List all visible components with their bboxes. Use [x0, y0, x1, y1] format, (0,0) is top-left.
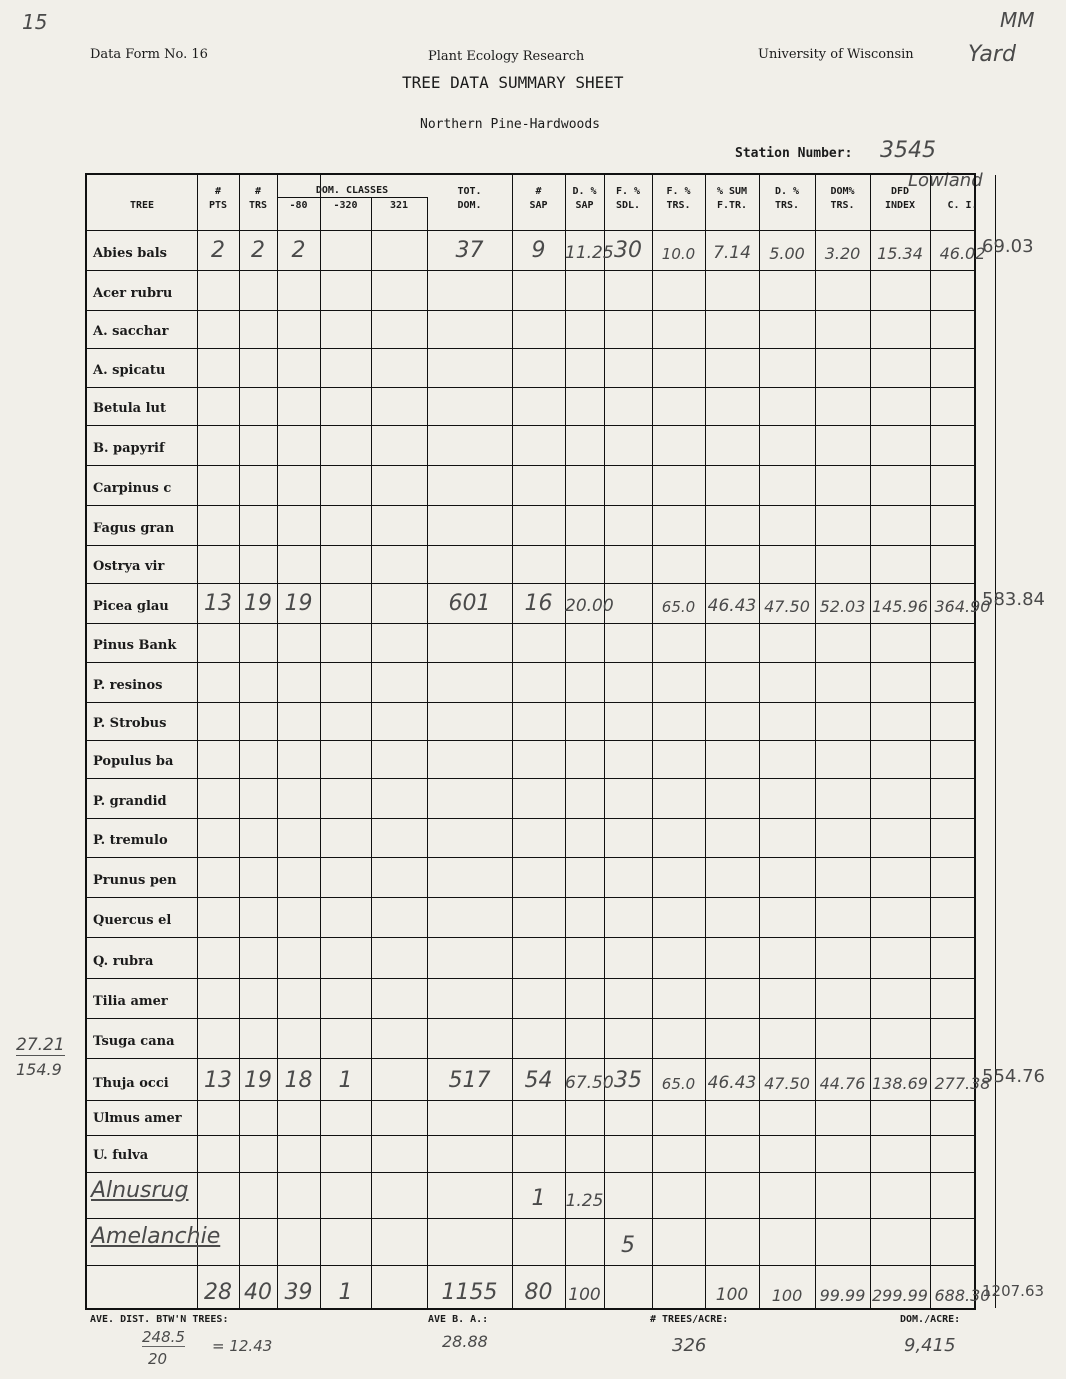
cell-tot: 517: [448, 1068, 491, 1093]
lowland-note: Lowland: [908, 170, 983, 191]
col-sap-hash: #: [535, 186, 542, 197]
col-trs-hash: #: [254, 186, 262, 197]
cell-pts: 13: [204, 591, 232, 616]
cell-fsdl: 5: [621, 1233, 635, 1258]
tree-data-table: [85, 173, 1045, 1310]
total-dtrs: 100: [771, 1286, 803, 1305]
ave-distance-denominator: 20: [148, 1350, 168, 1368]
ave-ba-value: 28.88: [442, 1332, 488, 1351]
cell-sap: 9: [531, 238, 546, 263]
cell-trs: 2: [251, 238, 265, 263]
cell-trs: 19: [244, 1068, 272, 1093]
cell-d320: 1: [338, 1068, 353, 1093]
tree-name: Ulmus amer: [93, 1111, 182, 1126]
col-dsap-sap: SAP: [575, 200, 594, 211]
cell-pts: 2: [211, 238, 225, 263]
tree-name: B. papyrif: [93, 441, 165, 456]
col-pts: PTS: [208, 200, 228, 211]
col-tree: TREE: [129, 200, 155, 211]
ave-ba-label: AVE B. A.:: [428, 1314, 489, 1325]
page-number-note: 15: [22, 10, 48, 34]
cell-domtrs: 44.76: [819, 1074, 866, 1093]
tree-name: Picea glau: [93, 599, 169, 614]
col-dtrs: D. %: [774, 186, 800, 197]
cell-sum: 46.43: [707, 596, 757, 616]
cell-sap: 1: [531, 1186, 546, 1211]
total-d80: 39: [284, 1280, 313, 1305]
dom-per-acre-value: 9,415: [904, 1335, 956, 1356]
tree-name: U. fulva: [93, 1148, 149, 1163]
margin-fraction-bottom: 154.9: [16, 1060, 62, 1079]
cell-d80: 19: [284, 591, 313, 616]
cell-d80: 2: [291, 238, 306, 263]
total-extra-sum: 1207.63: [982, 1282, 1045, 1300]
cell-dsap: 20.00: [565, 596, 614, 616]
cell-trs: 19: [244, 591, 272, 616]
cell-pts: 13: [204, 1068, 232, 1093]
tree-name: Fagus gran: [93, 521, 175, 536]
cell-dsap: 67.50: [565, 1073, 614, 1093]
total-sum: 100: [715, 1285, 749, 1305]
trees-per-acre-value: 326: [672, 1335, 707, 1356]
cell-ftrs: 10.0: [661, 245, 696, 263]
cell-dfd: 145.96: [872, 597, 928, 616]
yard-note: Yard: [968, 42, 1016, 67]
station-label: Station Number:: [735, 146, 853, 161]
col-ftrs-trs: TRS.: [666, 200, 691, 211]
dom-per-acre-label: DOM./ACRE:: [900, 1314, 961, 1325]
cell-ci: 364.90: [934, 597, 991, 616]
tree-name: Tsuga cana: [93, 1034, 175, 1049]
total-dfd: 299.99: [872, 1286, 928, 1305]
tree-name: Thuja occi: [93, 1076, 169, 1091]
total-domtrs: 99.99: [819, 1286, 866, 1305]
cell-sum: 46.43: [707, 1073, 757, 1093]
cell-domtrs: 3.20: [824, 244, 861, 263]
tree-name: A. sacchar: [93, 324, 169, 339]
col-sum-ftr: F.TR.: [716, 200, 748, 211]
tree-name: Amelanchie: [91, 1224, 221, 1249]
cell-fsdl: 30: [614, 238, 642, 263]
tree-name: P. resinos: [93, 678, 163, 693]
total-ci: 688.30: [934, 1286, 991, 1305]
total-pts: 28: [204, 1280, 232, 1305]
initials-note: MM: [1000, 8, 1035, 32]
col-dsap: D. %: [572, 186, 597, 197]
tree-name: A. spicatu: [93, 363, 166, 378]
col-dom-321: 321: [389, 200, 409, 211]
cell-dtrs: 47.50: [764, 597, 810, 616]
cell-sum: 7.14: [713, 243, 751, 263]
tree-name: P. Strobus: [93, 716, 167, 731]
tree-name: Alnusrug: [91, 1178, 189, 1203]
total-tot: 1155: [441, 1280, 498, 1305]
university-name: University of Wisconsin: [758, 47, 914, 62]
col-dtrs-trs: TRS.: [774, 200, 800, 211]
ave-distance-value: = 12.43: [212, 1337, 273, 1355]
col-tot-dom: DOM.: [457, 200, 482, 211]
cell-ci: 46.02: [939, 244, 986, 263]
tree-name: Quercus el: [93, 913, 172, 928]
tree-name: Betula lut: [93, 401, 166, 416]
cell-dsap: 1.25: [565, 1191, 604, 1211]
total-sap: 80: [524, 1280, 553, 1305]
tree-name: Prunus pen: [93, 873, 177, 888]
col-dfd: DFD: [890, 186, 910, 197]
trees-per-acre-label: # TREES/ACRE:: [650, 1314, 729, 1325]
organization: Plant Ecology Research: [428, 49, 585, 64]
cell-ftrs: 65.0: [661, 598, 696, 616]
cell-fsdl: 35: [614, 1068, 642, 1093]
cell-ci: 277.38: [934, 1074, 991, 1093]
tree-name: P. tremulo: [93, 833, 168, 848]
station-number: 3545: [880, 138, 936, 163]
row-extra-sum: 583.84: [982, 589, 1045, 610]
row-extra-sum: 554.76: [982, 1066, 1045, 1087]
margin-fraction-top: 27.21: [16, 1035, 65, 1055]
col-sum: % SUM: [716, 186, 748, 197]
tree-name: Q. rubra: [93, 954, 154, 969]
col-ftrs: F. %: [666, 186, 691, 197]
tree-name: P. grandid: [93, 794, 167, 809]
cell-tot: 601: [448, 591, 491, 616]
tree-name: Ostrya vir: [93, 559, 165, 574]
col-sap: SAP: [529, 200, 548, 211]
tree-name: Carpinus c: [93, 481, 172, 496]
cell-domtrs: 52.03: [819, 597, 866, 616]
cell-dtrs: 47.50: [764, 1074, 810, 1093]
cell-sap: 16: [524, 591, 553, 616]
col-fsdl-sdl: SDL.: [615, 200, 641, 211]
col-pts-hash: #: [214, 186, 222, 197]
col-dom-80: -80: [289, 200, 308, 211]
cell-d80: 18: [284, 1068, 313, 1093]
col-domtrs: DOM%: [830, 186, 855, 197]
col-dom-320: -320: [333, 200, 358, 211]
total-dsap: 100: [568, 1285, 601, 1305]
tree-name: Abies bals: [93, 246, 168, 261]
total-d320: 1: [338, 1280, 353, 1305]
col-trs: TRS: [248, 200, 268, 211]
tree-name: Populus ba: [93, 754, 174, 769]
cell-dfd: 138.69: [872, 1074, 928, 1093]
col-ci: C. I.: [947, 200, 978, 211]
cell-dfd: 15.34: [877, 244, 923, 263]
cell-dsap: 11.25: [565, 243, 614, 263]
tree-name: Acer rubru: [93, 286, 173, 301]
community-subtitle: Northern Pine-Hardwoods: [420, 117, 601, 132]
col-dfd-index: INDEX: [884, 200, 916, 211]
ave-distance-numerator: 248.5: [142, 1328, 185, 1346]
tree-name: Pinus Bank: [93, 638, 177, 653]
tree-name: Tilia amer: [93, 994, 168, 1009]
cell-ftrs: 65.0: [661, 1075, 696, 1093]
page-title: TREE DATA SUMMARY SHEET: [402, 73, 624, 92]
cell-sap: 54: [524, 1068, 553, 1093]
total-trs: 40: [244, 1280, 272, 1305]
col-dom-classes: DOM. CLASSES: [315, 185, 389, 196]
form-number: Data Form No. 16: [90, 47, 208, 62]
col-domtrs-trs: TRS.: [830, 200, 855, 211]
cell-tot: 37: [455, 238, 484, 263]
row-extra-sum: 69.03: [982, 236, 1034, 257]
ave-distance-label: AVE. DIST. BTW'N TREES:: [90, 1314, 229, 1325]
cell-dtrs: 5.00: [769, 244, 805, 263]
col-tot: TOT.: [457, 186, 482, 197]
col-fsdl: F. %: [615, 186, 641, 197]
